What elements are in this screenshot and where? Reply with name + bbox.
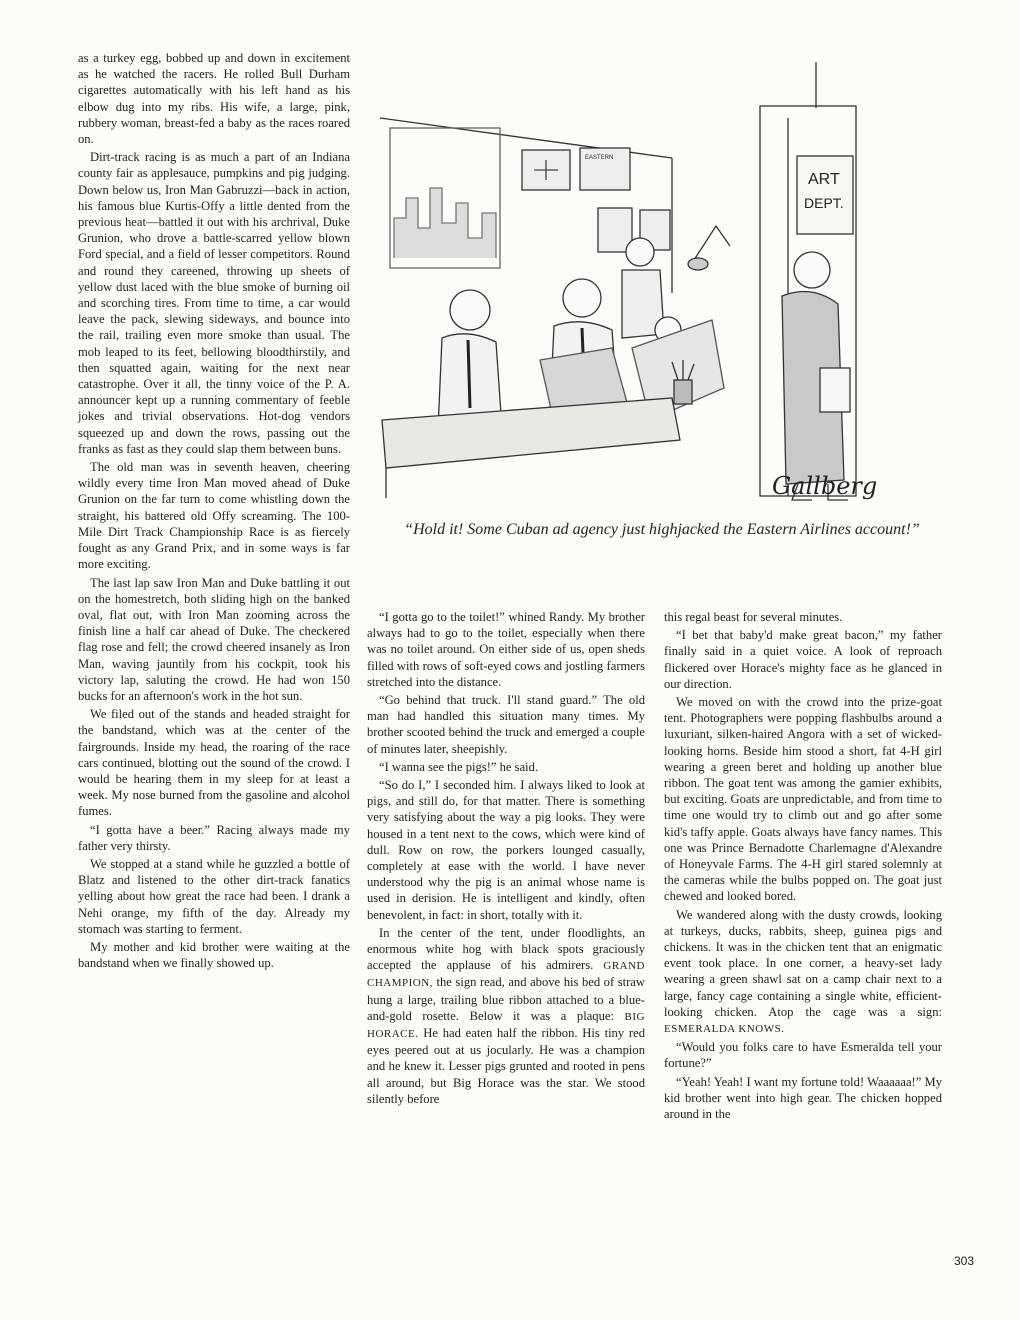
paragraph: “I bet that baby'd make great bacon,” my father finally said in a quiet voice. A look of reproach flickered over Horace's mighty face as he glanced in our direction.: [664, 628, 942, 691]
paragraph: this regal beast for several minutes.: [664, 610, 843, 624]
article-column-3: [664, 609, 942, 1124]
artist-signature: Gallberg: [772, 472, 878, 500]
paragraph: In the center of the tent, under floodlights, an enormous white hog with black spots graciously accepted the applause of his admirers. GRAND CHAMPION, the sign read, and above his bed of straw hung a large, trailing blue ribbon attached to a blue-and-gold rosette. Below it was a plaque: BIG HORACE. He had eaten half the ribbon. His tiny red eyes peered out at us jocularly. He was a champion and he knew it. Lesser pigs grunted and rooted in pens all around, but Big Horace was the star. We stood silently before: [367, 925, 646, 1106]
paragraph: “Go behind that truck. I'll stand guard.” The old man had handled this situation many times. My brother scooted behind the truck and emerged a couple of minutes later, sheepishly.: [367, 693, 645, 756]
plaque-text: BIG HORACE.: [367, 1010, 645, 1041]
paragraph: “I gotta go to the toilet!” whined Randy. My brother always had to go to the toilet, especially when there was no toilet around. On either side of us, open sheds filled with rows of soft-eyed cows and jostling farmers stretched into the distance.: [367, 610, 645, 689]
paragraph: “Would you folks care to have Esmeralda tell your fortune?”: [664, 1040, 942, 1071]
paragraph: as a turkey egg, bobbed up and down in excitement as he watched the racers. He rolled Bull Durham cigarettes automatically with his left hand as his elbow dug into my ribs. His wife, a large, pink, rubbery woman, breast-fed a baby as the races roared on.: [78, 51, 350, 147]
paragraph: We moved on with the crowd into the prize-goat tent. Photographers were popping flashbulbs around a luxuriant, silken-haired Angora with a set of wicked-looking horns. Beside him stood a short, fat 4-H girl wearing a green beret and holding up another blue ribbon. The goat tent was among the gamier exhibits, but exciting. Goats are unpredictable, and from time to time one would try to climb out and go after some kid's taffy apple. Goats always have fancy names. This one was Prince Bernadotte Charlemagne d'Alexandre of Honeyvale Farms. The 4-H girl stared solemnly at the cameras while the bulbs popped on. The goat just chewed and looked bored.: [664, 695, 942, 904]
article-column-1: [78, 50, 350, 973]
paragraph: “Yeah! Yeah! I want my fortune told! Waaaaaa!” My kid brother went into high gear. The chicken hopped around in the: [664, 1074, 942, 1122]
paragraph: “I wanna see the pigs!” he said.: [379, 759, 539, 774]
article-column-2: [367, 609, 645, 1109]
cartoon-caption: “Hold it! Some Cuban ad agency just highjacked the Eastern Airlines account!”: [404, 521, 920, 538]
paragraph: My mother and kid brother were waiting at the bandstand when we finally showed up.: [78, 939, 350, 971]
sign-text: GRAND CHAMPION,: [367, 960, 646, 990]
poster-label: EASTERN: [585, 155, 614, 161]
paragraph: Dirt-track racing is as much a part of an Indiana county fair as applesauce, pumpkins and pig judging. Down below us, Iron Man Gabruzzi—back in action, his famous blue Kurtis-Offy a little dented from the previous heat—battled it out with his archrival, Duke Grunion, who drove a battle-scarred yellow blown Ford special, and a field of lesser competitors. Round and round they careened, throwing up sheets of yellow dust laced with the blue smoke of burning oil and scorching tires. From time to time, a car would leave the pack, slewing sideways, and bounce into the rail, trailing even more smoke than usual. The mob leaped to its feet, bellowing bloodthirstily, and then squatted again, waiting for the next near catastrophe. Over it all, the tinny voice of the P. A. announcer kept up a running commentary of feeble jokes and trivial observations. Hot-dog vendors squeezed up and down the rows, passing out the franks as fast as they could slap them between buns.: [78, 150, 350, 456]
door-sign-line-2: DEPT.: [804, 195, 844, 211]
paragraph: “I gotta have a beer.” Racing always made my father very thirsty.: [78, 822, 350, 853]
paragraph: We stopped at a stand while he guzzled a bottle of Blatz and listened to the other dirt-track fanatics yelling about how great the race had been. I drank a Nehi orange, my fifth of the day. Already my stomach was starting to ferment.: [78, 856, 350, 936]
door-sign-line-1: ART: [808, 171, 840, 188]
cartoon-illustration: [372, 48, 902, 508]
paragraph: We wandered along with the dusty crowds, looking at turkeys, ducks, rabbits, sheep, guinea pigs and chickens. It was in the chicken tent that an enigmatic event took place. In one corner, a heavy-set lady wearing a green shawl sat on a camp chair next to a large, fancy cage containing a single white, efficient-looking chicken. Atop the cage was a sign: ESMERALDA KNOWS.: [664, 907, 942, 1036]
paragraph: “So do I,” I seconded him. I always liked to look at pigs, and still do, for that matter. There is something very satisfying about the way a pig looks. They were housed in a tent next to the cows, which were kind of dull. Row on row, the porkers lounged casually, completely at ease with the world. I have never understood why the pig is an animal whose name is used in derision. He is intelligent and kindly, often benevolent, in fact: in short, totally with it.: [367, 778, 645, 922]
page-number: 303: [954, 1254, 975, 1268]
paragraph: The last lap saw Iron Man and Duke battling it out on the homestretch, both sliding high on the banked oval, flat out, with Iron Man zooming across the finish line a half car ahead of Duke. The checkered flag rose and fell; the crowd cheered insanely as Iron Man, waving jauntily from his cockpit, took his victory lap, saluting the crowd. He had won 150 bucks for an afternoon's work in the hot sun.: [78, 575, 350, 703]
paragraph: We filed out of the stands and headed straight for the bandstand, which was at the center of the fairgrounds. Inside my head, the roaring of the race cars continued, blotting out the sound of the crowd. I would be hearing them in my sleep for at least a week. My nose burned from the gasoline and alcohol fumes.: [78, 707, 350, 819]
paragraph: The old man was in seventh heaven, cheering wildly every time Iron Man moved ahead of Duke Grunion on the far turn to come whistling down the straight, his battered old Offy screaming. The 100-Mile Dirt Track Championship Race is as fiercely fought as any Grand Prix, and in some ways is far more exciting.: [78, 460, 350, 572]
sign-text: ESMERALDA KNOWS.: [664, 1023, 785, 1036]
